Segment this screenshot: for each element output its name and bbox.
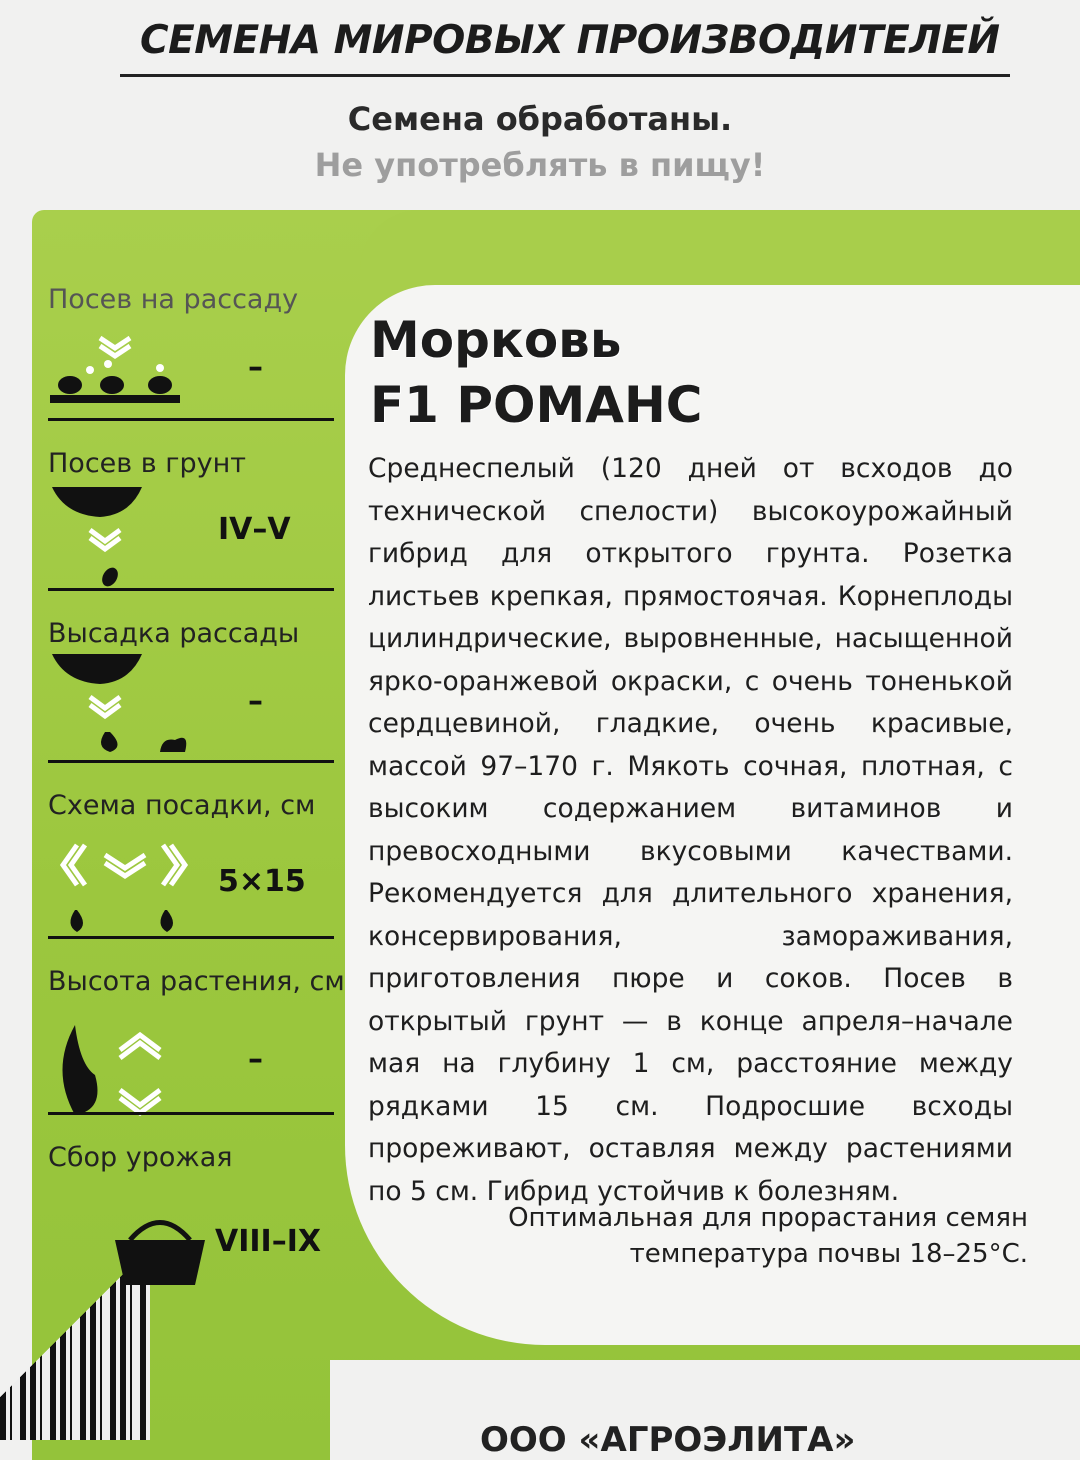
warning-not-edible: Не употреблять в пищу! [314,146,766,184]
header-rule [120,74,1010,77]
rule-2 [48,588,334,591]
value-sowing-seedlings: – [248,350,263,385]
basket-icon [110,1210,210,1290]
product-description: Среднеспелый (120 дней от всходов до технической спелости) высокоурожайный гибрид для открытого грунта. Розетка листьев крепкая, прямостоячая. Корнеплоды цилиндрические, выровненные, насыщенной ярко-оранжевой окраски, с очень тоненькой сердцевиной, гладкие, очень красивые, массой 97–170 г. Мякоть сочная, плотная, с высоким содержанием витаминов и превосходными вкусовыми качествами. Рекомендуется для длительного хранения, консервирования, замораживания, приготовления пюре и соков. Посев в открытый грунт — в конце апреля–начале мая на глубину 1 см, расстояние между рядками 15 см. Подросшие всходы прореживают, оставляя между растениями по 5 см. Гибрид устойчив к болезням. [368,453,1013,1207]
value-transplanting: – [248,684,263,719]
label-sowing-seedlings: Посев на рассаду [48,284,299,315]
product-name [370,308,703,438]
spacing-icon [55,840,195,940]
warning-treated: Семена обработаны. [347,100,733,138]
note-line2: температура почвы 18–25°С. [629,1239,1028,1269]
rule-3 [48,760,334,763]
header-title: СЕМЕНА МИРОВЫХ ПРОИЗВОДИТЕЛЕЙ [140,18,1000,63]
company-name: ООО «АГРОЭЛИТА» [480,1420,856,1460]
product-name-line2: F1 РОМАНС [370,376,703,434]
label-planting-scheme: Схема посадки, см [48,790,316,821]
label-harvest: Сбор урожая [48,1142,233,1173]
transplant-icon [50,652,210,762]
value-planting-scheme: 5×15 [218,864,306,899]
rule-5 [48,1112,334,1115]
germination-note [408,1200,1028,1272]
label-transplanting: Высадка рассады [48,618,300,649]
rule-4 [48,936,334,939]
product-name-line1: Морковь [370,311,622,369]
value-sowing-ground: IV–V [218,512,291,547]
rule-1 [48,418,334,421]
seedling-tray-icon [50,330,190,410]
soil-seed-icon [50,485,150,590]
value-plant-height: – [248,1042,263,1077]
value-harvest: VIII–IX [215,1224,321,1259]
label-sowing-ground: Посев в грунт [48,448,246,479]
note-line1: Оптимальная для прорастания семян [508,1203,1028,1233]
label-plant-height: Высота растения, см [48,966,345,997]
